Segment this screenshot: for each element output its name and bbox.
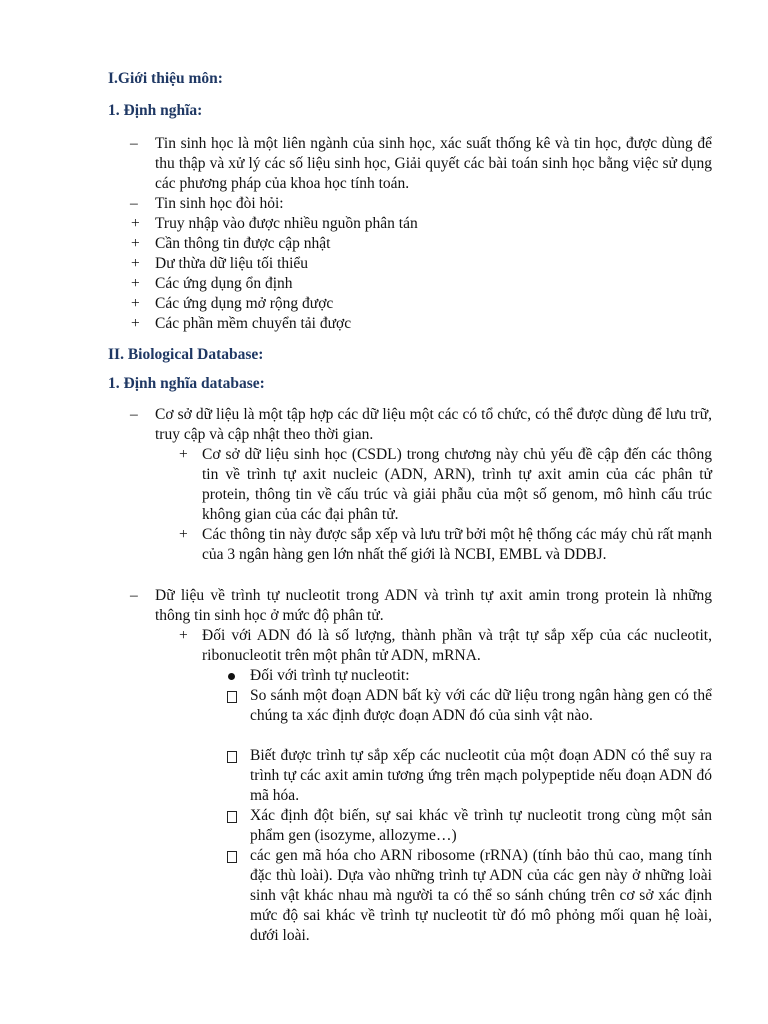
paragraph: Cơ sở dữ liệu sinh học (CSDL) trong chương này chủ yếu đề cập đến các thông tin về trình tự axit nucleic (ADN, ARN), trình tự axit amin của các phân tử protein, thông tin về cấu trúc và giải phẫu của một số genom, mô hình cấu trúc không gian của các đại phân tử. xyxy=(202,446,712,523)
requirement-text: Truy nhập vào được nhiều nguồn phân tán xyxy=(155,215,418,232)
paragraph: các gen mã hóa cho ARN ribosome (rRNA) (tính bảo thủ cao, mang tính đặc thù loài). Dựa vào những trình tự ADN của các gen này ở những loài sinh vật khác nhau mà người ta có thể so sánh chúng trên cơ sở xác định mức độ sai khác về trình tự nucleotit từ đó mô phỏng mối quan hệ loài, dưới loài. xyxy=(250,847,712,944)
paragraph: Các thông tin này được sắp xếp và lưu trữ bởi một hệ thống các máy chủ rất mạnh của 3 ngân hàng gen lớn nhất thế giới là NCBI, EMBL và DDBJ. xyxy=(202,526,712,563)
list-item xyxy=(130,134,712,194)
dash-marker: – xyxy=(130,195,138,212)
list-item xyxy=(178,445,712,525)
heading-biological-database: II. Biological Database: xyxy=(108,346,264,363)
requirement-text: Các ứng dụng ổn định xyxy=(155,275,293,292)
square-bullet-icon xyxy=(227,806,237,829)
requirement-text: Các phần mềm chuyển tải được xyxy=(155,315,352,332)
plus-marker: + xyxy=(131,235,140,252)
list-item xyxy=(130,274,712,294)
list-item xyxy=(130,586,712,626)
list-item xyxy=(226,806,712,846)
plus-marker: + xyxy=(131,215,140,232)
plus-marker: + xyxy=(179,627,188,644)
heading-definition: 1. Định nghĩa: xyxy=(108,102,203,119)
list-item xyxy=(226,666,712,686)
dash-marker: – xyxy=(130,406,138,423)
list-item xyxy=(130,194,712,214)
square-bullet-icon xyxy=(227,846,237,869)
square-bullet-icon xyxy=(227,746,237,769)
plus-marker: + xyxy=(179,526,188,543)
heading-intro: I.Giới thiệu môn: xyxy=(108,70,223,87)
paragraph: Tin sinh học đòi hỏi: xyxy=(155,195,284,212)
paragraph: Cơ sở dữ liệu là một tập hợp các dữ liệu một các có tổ chức, có thể được dùng để lưu trữ, truy cập và cập nhật theo thời gian. xyxy=(155,406,712,443)
dash-marker: – xyxy=(130,587,138,604)
list-item xyxy=(130,405,712,445)
dash-marker: – xyxy=(130,135,138,152)
list-item xyxy=(130,314,712,334)
list-item xyxy=(226,846,712,946)
requirement-text: Cần thông tin được cập nhật xyxy=(155,235,331,252)
plus-marker: + xyxy=(179,446,188,463)
heading-database-definition: 1. Định nghĩa database: xyxy=(108,375,265,392)
list-item xyxy=(130,214,712,234)
plus-marker: + xyxy=(131,315,140,332)
list-item xyxy=(130,254,712,274)
requirement-text: Dư thừa dữ liệu tối thiểu xyxy=(155,255,309,272)
list-item xyxy=(130,234,712,254)
paragraph: Đối với ADN đó là số lượng, thành phần và trật tự sắp xếp của các nucleotit, ribonucleotit trên một phân tử ADN, mRNA. xyxy=(202,627,712,664)
paragraph: Biết được trình tự sắp xếp các nucleotit của một đoạn ADN có thể suy ra trình tự các axit amin tương ứng trên mạch polypeptide nếu đoạn ADN đó mã hóa. xyxy=(250,747,712,804)
paragraph: Dữ liệu về trình tự nucleotit trong ADN và trình tự axit amin trong protein là những thông tin sinh học ở mức độ phân tử. xyxy=(155,587,712,624)
list-item xyxy=(130,294,712,314)
paragraph: So sánh một đoạn ADN bất kỳ với các dữ liệu trong ngân hàng gen có thể chúng ta xác định được đoạn ADN đó của sinh vật nào. xyxy=(250,687,712,724)
bullet-icon xyxy=(226,666,235,686)
list-item xyxy=(178,525,712,565)
paragraph: Đối với trình tự nucleotit: xyxy=(250,667,410,684)
list-item xyxy=(226,746,712,806)
list-item xyxy=(226,686,712,726)
plus-marker: + xyxy=(131,295,140,312)
square-bullet-icon xyxy=(227,686,237,709)
paragraph: Tin sinh học là một liên ngành của sinh học, xác suất thống kê và tin học, được dùng để thu thập và xử lý các số liệu sinh học, Giải quyết các bài toán sinh học bằng việc sử dụng các phương pháp của khoa học tính toán. xyxy=(155,135,712,192)
list-item xyxy=(178,626,712,666)
requirement-text: Các ứng dụng mở rộng được xyxy=(155,295,334,312)
plus-marker: + xyxy=(131,275,140,292)
plus-marker: + xyxy=(131,255,140,272)
paragraph: Xác định đột biến, sự sai khác về trình tự nucleotit trong cùng một sản phẩm gen (isozyme, allozyme…) xyxy=(250,807,712,844)
